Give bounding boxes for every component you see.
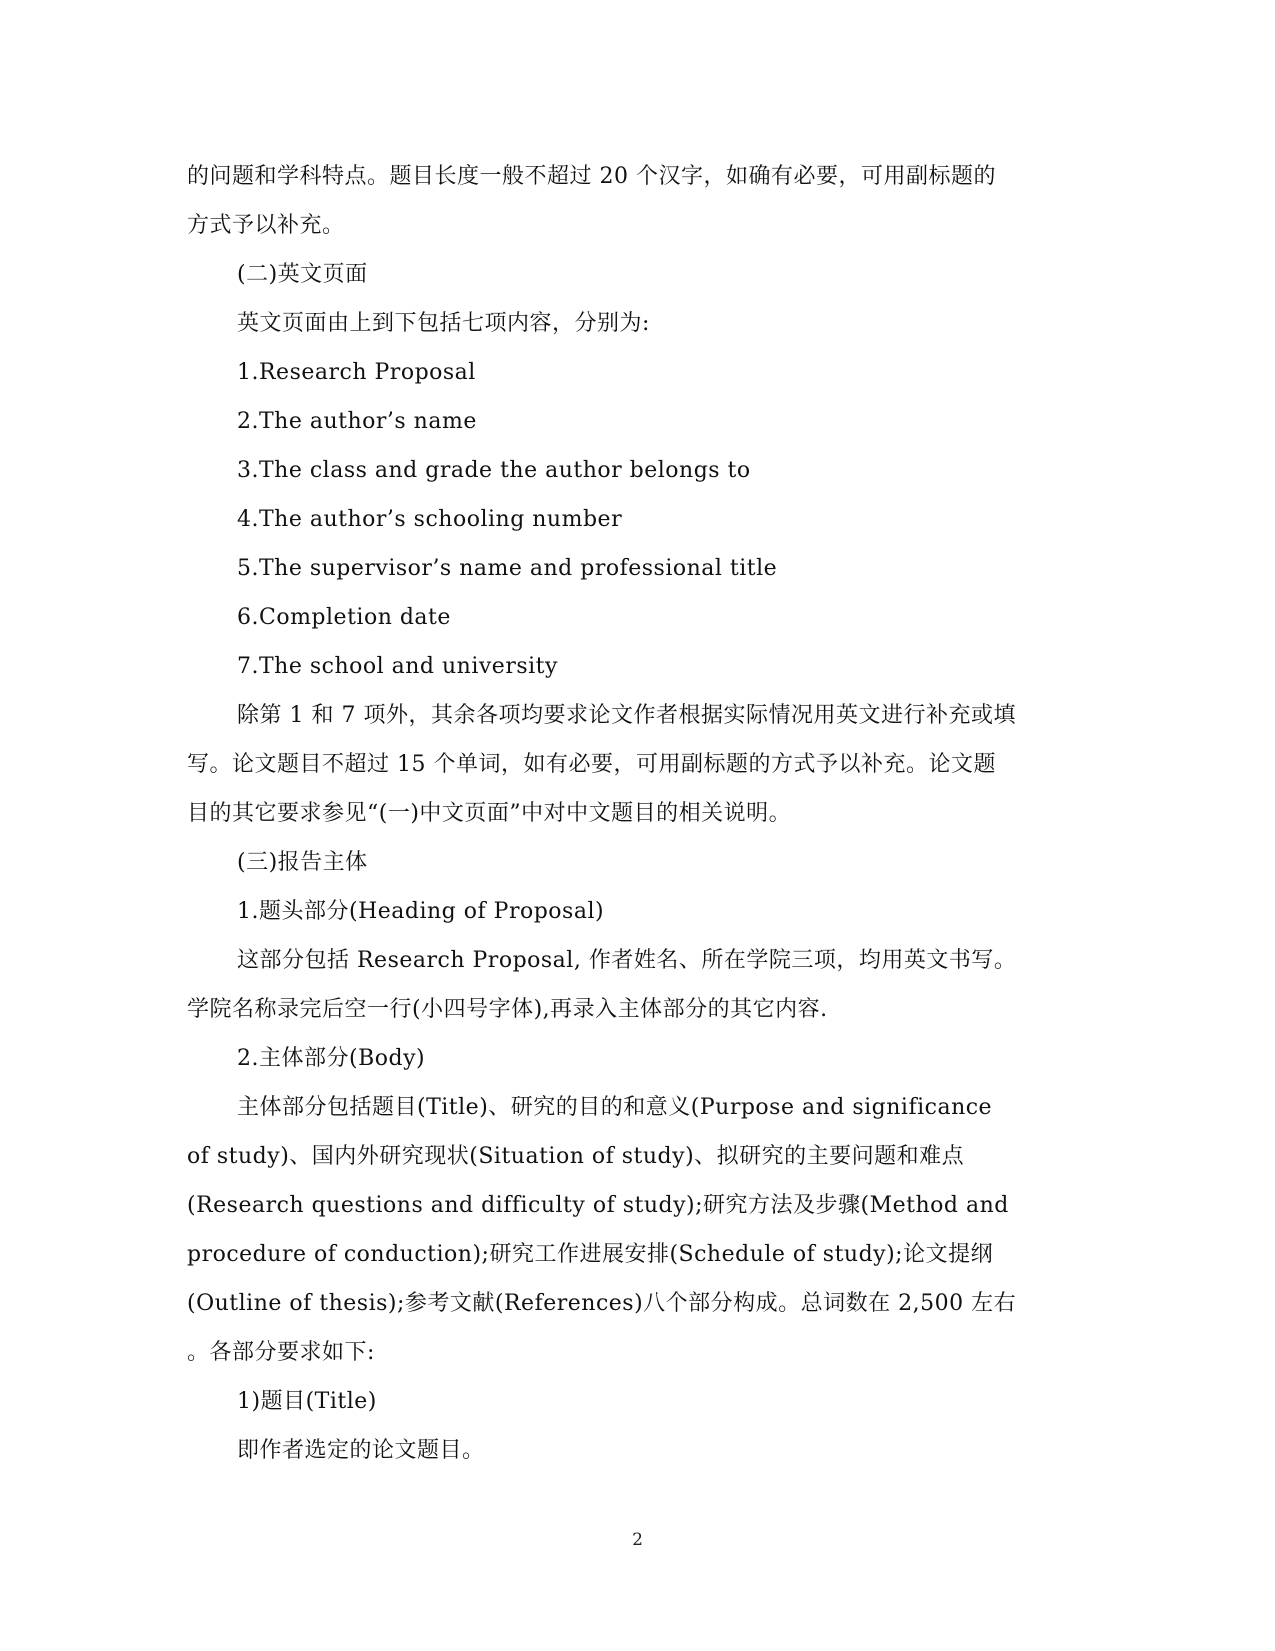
text-line: 除第 1 和 7 项外，其余各项均要求论文作者根据实际情况用英文进行补充或填	[237, 703, 1016, 728]
text-line: 这部分包括 Research Proposal, 作者姓名、所在学院三项，均用英文书写。	[237, 948, 1017, 973]
document-body	[187, 152, 1092, 1475]
text-line: 的问题和学科特点。题目长度一般不超过 20 个汉字，如确有必要，可用副标题的	[187, 164, 996, 189]
text-line: 写。论文题目不超过 15 个单词，如有必要，可用副标题的方式予以补充。论文题	[187, 752, 996, 777]
text-line: (Research questions and difficulty of study);研究方法及步骤(Method and	[187, 1193, 1009, 1218]
text-line: (三)报告主体	[237, 850, 368, 875]
text-line: (Outline of thesis);参考文献(References)八个部分构成。总词数在 2,500 左右	[187, 1291, 1017, 1316]
text-line: 2.主体部分(Body)	[237, 1046, 426, 1071]
text-line: 1.题头部分(Heading of Proposal)	[237, 899, 605, 924]
text-line: 5.The supervisor’s name and professional title	[237, 556, 778, 581]
text-line: (二)英文页面	[237, 262, 368, 287]
text-line: 。各部分要求如下:	[187, 1340, 375, 1365]
text-line: 方式予以补充。	[187, 213, 345, 238]
text-line: 7.The school and university	[237, 654, 558, 679]
text-line: procedure of conduction);研究工作进展安排(Schedule of study);论文提纲	[187, 1242, 994, 1267]
text-line: 1.Research Proposal	[237, 360, 476, 385]
text-line: 学院名称录完后空一行(小四号字体),再录入主体部分的其它内容.	[187, 997, 828, 1022]
text-line: 6.Completion date	[237, 605, 451, 630]
page-number: 2	[632, 1530, 643, 1550]
text-line: 1)题目(Title)	[237, 1389, 377, 1414]
text-line: 主体部分包括题目(Title)、研究的目的和意义(Purpose and significance	[237, 1095, 993, 1120]
text-line: of study)、国内外研究现状(Situation of study)、拟研究的主要问题和难点	[187, 1144, 965, 1169]
text-line: 3.The class and grade the author belongs to	[237, 458, 751, 483]
text-line: 4.The author’s schooling number	[237, 507, 623, 532]
text-line: 英文页面由上到下包括七项内容，分别为:	[237, 311, 650, 336]
text-line: 目的其它要求参见“(一)中文页面”中对中文题目的相关说明。	[187, 801, 792, 826]
text-line: 2.The author’s name	[237, 409, 477, 434]
text-line: 即作者选定的论文题目。	[237, 1438, 485, 1463]
